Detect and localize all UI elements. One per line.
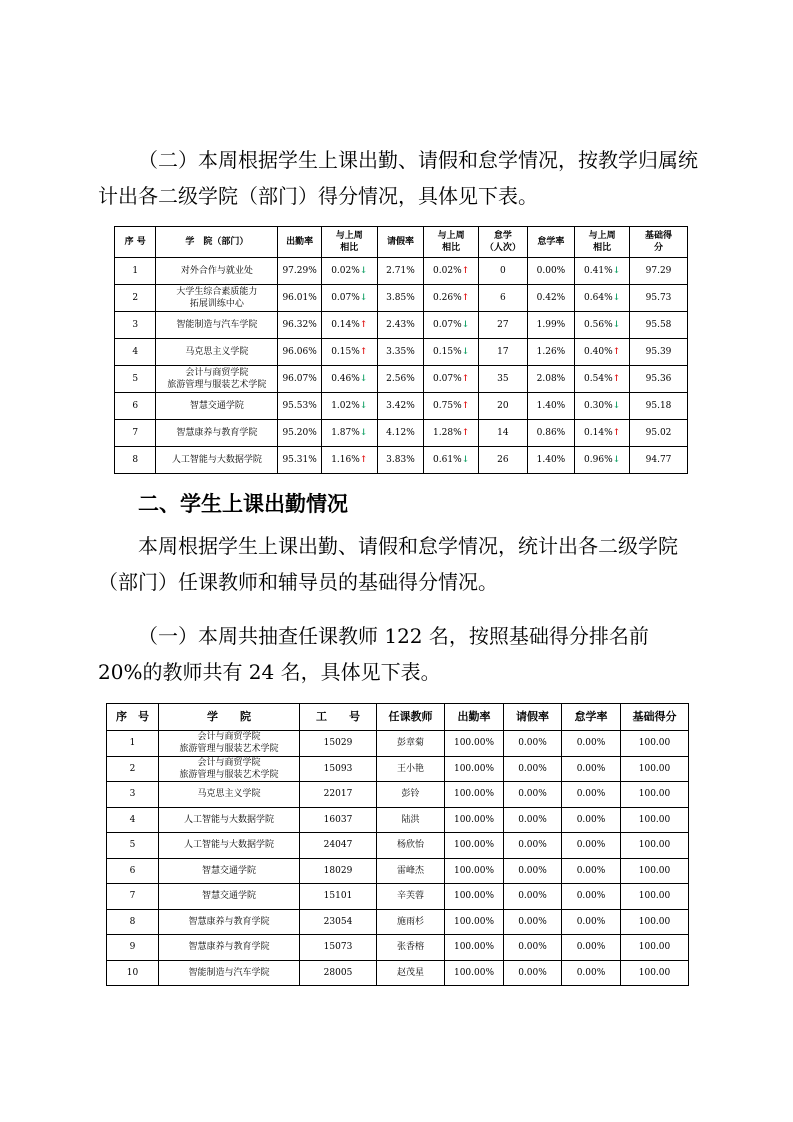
attendance-rate: 95.53% xyxy=(278,393,321,420)
college-name: 人工智能与大数据学院 xyxy=(159,807,300,833)
truant-change-value: 0.96% xyxy=(584,455,613,465)
truant-count: 6 xyxy=(479,285,528,312)
row-number: 1 xyxy=(115,258,156,285)
truant-rate: 0.00% xyxy=(562,807,621,833)
leave-rate: 0.00% xyxy=(504,807,562,833)
section2-sub-intro: （一）本周共抽查任课教师 122 名，按照基础得分排名前 20%的教师共有 24 名，具体见下表。 xyxy=(98,624,649,684)
employee-id: 18029 xyxy=(300,858,377,884)
attendance-rate: 95.20% xyxy=(278,420,321,447)
section2-heading: 二、学生上课出勤情况 xyxy=(138,492,348,516)
base-score: 100.00 xyxy=(621,782,689,808)
college-name: 会计与商贸学院 旅游管理与服装艺术学院 xyxy=(156,366,278,393)
college-name: 马克思主义学院 xyxy=(159,782,300,808)
college-name: 智慧康养与教育学院 xyxy=(159,909,300,935)
truant-change-value: 0.14% xyxy=(584,428,613,438)
attendance-change-value: 1.02% xyxy=(331,401,360,411)
leave-rate: 0.00% xyxy=(504,935,562,961)
leave-change xyxy=(424,420,479,447)
leave-change-value: 0.07% xyxy=(433,374,462,384)
attendance-change-value: 0.46% xyxy=(331,374,360,384)
arrow-up-icon: ↑ xyxy=(612,428,621,438)
arrow-up-icon: ↑ xyxy=(461,401,470,411)
base-score: 100.00 xyxy=(621,731,689,757)
base-score: 100.00 xyxy=(621,909,689,935)
arrow-up-icon: ↑ xyxy=(359,320,368,330)
leave-change xyxy=(424,312,479,339)
arrow-down-icon: ↓ xyxy=(461,455,470,465)
table-row xyxy=(115,312,688,339)
college-name: 马克思主义学院 xyxy=(156,339,278,366)
column-header: 工 号 xyxy=(300,704,377,731)
row-number: 9 xyxy=(107,935,159,961)
leave-rate: 0.00% xyxy=(504,884,562,910)
section2-intro: 本周根据学生上课出勤、请假和怠学情况，统计出各二级学院（部门）任课教师和辅导员的基础得分情况。 xyxy=(98,534,678,594)
truant-rate: 1.40% xyxy=(527,393,575,420)
leave-rate: 3.83% xyxy=(377,447,424,474)
base-score: 100.00 xyxy=(621,833,689,859)
attendance-rate: 96.07% xyxy=(278,366,321,393)
attendance-rate: 100.00% xyxy=(445,858,504,884)
attendance-rate: 96.32% xyxy=(278,312,321,339)
row-number: 2 xyxy=(107,756,159,782)
arrow-down-icon: ↓ xyxy=(359,401,368,411)
leave-rate: 2.71% xyxy=(377,258,424,285)
row-number: 8 xyxy=(115,447,156,474)
table-row xyxy=(107,782,689,808)
attendance-change-value: 0.14% xyxy=(331,320,360,330)
truant-change xyxy=(575,447,630,474)
truant-rate: 1.99% xyxy=(527,312,575,339)
arrow-down-icon: ↓ xyxy=(461,320,470,330)
table-row xyxy=(107,756,689,782)
truant-rate: 0.00% xyxy=(562,960,621,986)
table-row xyxy=(107,858,689,884)
column-header: 怠学 （人次） xyxy=(479,227,528,258)
column-header: 基础得分 xyxy=(621,704,689,731)
college-name: 智能制造与汽车学院 xyxy=(156,312,278,339)
college-score-table-header xyxy=(115,227,688,258)
arrow-up-icon: ↑ xyxy=(359,455,368,465)
base-score: 94.77 xyxy=(630,447,688,474)
truant-change-value: 0.40% xyxy=(584,347,613,357)
truant-rate: 0.00% xyxy=(527,258,575,285)
section1-intro: （二）本周根据学生上课出勤、请假和怠学情况，按教学归属统计出各二级学院（部门）得分情况，具体见下表。 xyxy=(98,148,698,208)
leave-change xyxy=(424,285,479,312)
column-header: 与上周 相比 xyxy=(321,227,377,258)
base-score: 100.00 xyxy=(621,807,689,833)
column-header: 基础得 分 xyxy=(630,227,688,258)
college-name: 智慧康养与教育学院 xyxy=(159,935,300,961)
attendance-change-value: 1.87% xyxy=(331,428,360,438)
truant-rate: 1.40% xyxy=(527,447,575,474)
row-number: 6 xyxy=(107,858,159,884)
leave-rate: 2.43% xyxy=(377,312,424,339)
truant-rate: 0.00% xyxy=(562,731,621,757)
college-name: 智慧康养与教育学院 xyxy=(156,420,278,447)
college-name: 智慧交通学院 xyxy=(159,884,300,910)
arrow-down-icon: ↓ xyxy=(359,293,368,303)
leave-rate: 3.85% xyxy=(377,285,424,312)
truant-change xyxy=(575,312,630,339)
teacher-name: 雷峰杰 xyxy=(377,858,445,884)
table-row xyxy=(115,393,688,420)
leave-rate: 0.00% xyxy=(504,756,562,782)
table-row xyxy=(115,366,688,393)
table-row xyxy=(107,833,689,859)
truant-rate: 0.00% xyxy=(562,935,621,961)
base-score: 95.73 xyxy=(630,285,688,312)
arrow-up-icon: ↑ xyxy=(461,293,470,303)
attendance-rate: 100.00% xyxy=(445,782,504,808)
college-name: 会计与商贸学院 旅游管理与服装艺术学院 xyxy=(159,756,300,782)
column-header: 学 院（部门） xyxy=(156,227,278,258)
column-header: 怠学率 xyxy=(562,704,621,731)
college-name: 大学生综合素质能力 拓展训练中心 xyxy=(156,285,278,312)
teacher-name: 赵茂星 xyxy=(377,960,445,986)
attendance-change xyxy=(321,393,377,420)
base-score: 97.29 xyxy=(630,258,688,285)
employee-id: 15093 xyxy=(300,756,377,782)
teacher-score-table xyxy=(106,703,689,986)
leave-change-value: 0.26% xyxy=(433,293,462,303)
leave-change xyxy=(424,258,479,285)
truant-change xyxy=(575,393,630,420)
truant-count: 14 xyxy=(479,420,528,447)
attendance-rate: 95.31% xyxy=(278,447,321,474)
truant-rate: 0.00% xyxy=(562,858,621,884)
employee-id: 16037 xyxy=(300,807,377,833)
leave-rate: 0.00% xyxy=(504,858,562,884)
leave-rate: 0.00% xyxy=(504,833,562,859)
row-number: 6 xyxy=(115,393,156,420)
leave-rate: 2.56% xyxy=(377,366,424,393)
teacher-name: 辛芙蓉 xyxy=(377,884,445,910)
row-number: 7 xyxy=(107,884,159,910)
arrow-up-icon: ↑ xyxy=(461,266,470,276)
attendance-change xyxy=(321,285,377,312)
attendance-change-value: 0.02% xyxy=(331,266,360,276)
teacher-name: 彭铃 xyxy=(377,782,445,808)
truant-count: 26 xyxy=(479,447,528,474)
arrow-up-icon: ↑ xyxy=(461,374,470,384)
college-name: 对外合作与就业处 xyxy=(156,258,278,285)
row-number: 4 xyxy=(115,339,156,366)
truant-rate: 1.26% xyxy=(527,339,575,366)
attendance-change xyxy=(321,339,377,366)
college-name: 智能制造与汽车学院 xyxy=(159,960,300,986)
truant-count: 17 xyxy=(479,339,528,366)
attendance-rate: 97.29% xyxy=(278,258,321,285)
leave-change xyxy=(424,447,479,474)
leave-change xyxy=(424,339,479,366)
row-number: 10 xyxy=(107,960,159,986)
teacher-name: 张香榕 xyxy=(377,935,445,961)
column-header: 请假率 xyxy=(377,227,424,258)
attendance-rate: 100.00% xyxy=(445,884,504,910)
truant-change-value: 0.54% xyxy=(584,374,613,384)
truant-rate: 0.42% xyxy=(527,285,575,312)
leave-rate: 0.00% xyxy=(504,909,562,935)
college-name: 人工智能与大数据学院 xyxy=(156,447,278,474)
truant-change xyxy=(575,420,630,447)
attendance-change xyxy=(321,366,377,393)
truant-change xyxy=(575,285,630,312)
table-row xyxy=(107,807,689,833)
leave-rate: 0.00% xyxy=(504,731,562,757)
truant-count: 20 xyxy=(479,393,528,420)
employee-id: 23054 xyxy=(300,909,377,935)
column-header: 学 院 xyxy=(159,704,300,731)
arrow-down-icon: ↓ xyxy=(612,266,621,276)
teacher-score-table-header xyxy=(107,704,689,731)
truant-change-value: 0.30% xyxy=(584,401,613,411)
column-header: 与上周 相比 xyxy=(424,227,479,258)
attendance-change xyxy=(321,447,377,474)
truant-change-value: 0.41% xyxy=(584,266,613,276)
teacher-name: 陆洪 xyxy=(377,807,445,833)
truant-rate: 0.00% xyxy=(562,833,621,859)
base-score: 95.39 xyxy=(630,339,688,366)
attendance-change-value: 0.07% xyxy=(331,293,360,303)
arrow-up-icon: ↑ xyxy=(612,374,621,384)
truant-rate: 0.00% xyxy=(562,756,621,782)
column-header: 请假率 xyxy=(504,704,562,731)
row-number: 5 xyxy=(115,366,156,393)
base-score: 100.00 xyxy=(621,858,689,884)
truant-rate: 0.00% xyxy=(562,884,621,910)
leave-rate: 3.35% xyxy=(377,339,424,366)
attendance-rate: 100.00% xyxy=(445,909,504,935)
leave-change-value: 0.75% xyxy=(433,401,462,411)
attendance-rate: 100.00% xyxy=(445,935,504,961)
row-number: 8 xyxy=(107,909,159,935)
arrow-down-icon: ↓ xyxy=(612,401,621,411)
table-row xyxy=(107,909,689,935)
leave-rate: 4.12% xyxy=(377,420,424,447)
attendance-change-value: 0.15% xyxy=(331,347,360,357)
truant-rate: 2.08% xyxy=(527,366,575,393)
teacher-name: 杨欣怡 xyxy=(377,833,445,859)
leave-change-value: 1.28% xyxy=(433,428,462,438)
attendance-rate: 100.00% xyxy=(445,807,504,833)
table-row xyxy=(115,420,688,447)
base-score: 95.58 xyxy=(630,312,688,339)
row-number: 3 xyxy=(107,782,159,808)
leave-change xyxy=(424,393,479,420)
teacher-name: 王小艳 xyxy=(377,756,445,782)
arrow-down-icon: ↓ xyxy=(461,347,470,357)
column-header: 出勤率 xyxy=(445,704,504,731)
column-header: 与上周 相比 xyxy=(575,227,630,258)
attendance-rate: 100.00% xyxy=(445,833,504,859)
arrow-down-icon: ↓ xyxy=(359,374,368,384)
table-row xyxy=(107,731,689,757)
attendance-change xyxy=(321,258,377,285)
employee-id: 24047 xyxy=(300,833,377,859)
employee-id: 28005 xyxy=(300,960,377,986)
base-score: 95.18 xyxy=(630,393,688,420)
attendance-rate: 100.00% xyxy=(445,731,504,757)
row-number: 7 xyxy=(115,420,156,447)
truant-change xyxy=(575,258,630,285)
base-score: 100.00 xyxy=(621,960,689,986)
leave-change-value: 0.61% xyxy=(433,455,462,465)
leave-change-value: 0.02% xyxy=(433,266,462,276)
leave-rate: 3.42% xyxy=(377,393,424,420)
truant-count: 35 xyxy=(479,366,528,393)
truant-change-value: 0.64% xyxy=(584,293,613,303)
table-row xyxy=(115,447,688,474)
truant-count: 0 xyxy=(479,258,528,285)
college-score-table xyxy=(114,226,688,474)
truant-rate: 0.00% xyxy=(562,782,621,808)
base-score: 100.00 xyxy=(621,756,689,782)
arrow-up-icon: ↑ xyxy=(612,347,621,357)
row-number: 3 xyxy=(115,312,156,339)
arrow-down-icon: ↓ xyxy=(612,293,621,303)
truant-count: 27 xyxy=(479,312,528,339)
table-row xyxy=(107,884,689,910)
table-row xyxy=(107,935,689,961)
truant-rate: 0.86% xyxy=(527,420,575,447)
arrow-down-icon: ↓ xyxy=(612,455,621,465)
leave-rate: 0.00% xyxy=(504,960,562,986)
base-score: 100.00 xyxy=(621,935,689,961)
arrow-down-icon: ↓ xyxy=(612,320,621,330)
truant-rate: 0.00% xyxy=(562,909,621,935)
attendance-rate: 100.00% xyxy=(445,960,504,986)
table-row xyxy=(115,285,688,312)
leave-rate: 0.00% xyxy=(504,782,562,808)
arrow-up-icon: ↑ xyxy=(461,428,470,438)
arrow-down-icon: ↓ xyxy=(359,266,368,276)
arrow-down-icon: ↓ xyxy=(359,428,368,438)
college-name: 会计与商贸学院 旅游管理与服装艺术学院 xyxy=(159,731,300,757)
college-name: 智慧交通学院 xyxy=(156,393,278,420)
leave-change-value: 0.15% xyxy=(433,347,462,357)
teacher-name: 彭章菊 xyxy=(377,731,445,757)
arrow-up-icon: ↑ xyxy=(359,347,368,357)
row-number: 5 xyxy=(107,833,159,859)
employee-id: 22017 xyxy=(300,782,377,808)
table-row xyxy=(107,960,689,986)
column-header: 出勤率 xyxy=(278,227,321,258)
attendance-rate: 96.01% xyxy=(278,285,321,312)
truant-change xyxy=(575,339,630,366)
column-header: 任课教师 xyxy=(377,704,445,731)
employee-id: 15073 xyxy=(300,935,377,961)
base-score: 95.02 xyxy=(630,420,688,447)
employee-id: 15101 xyxy=(300,884,377,910)
attendance-change-value: 1.16% xyxy=(331,455,360,465)
row-number: 2 xyxy=(115,285,156,312)
column-header: 序 号 xyxy=(115,227,156,258)
employee-id: 15029 xyxy=(300,731,377,757)
table-row xyxy=(115,339,688,366)
table-row xyxy=(115,258,688,285)
teacher-name: 施雨杉 xyxy=(377,909,445,935)
college-name: 人工智能与大数据学院 xyxy=(159,833,300,859)
row-number: 1 xyxy=(107,731,159,757)
attendance-rate: 100.00% xyxy=(445,756,504,782)
leave-change-value: 0.07% xyxy=(433,320,462,330)
column-header: 怠学率 xyxy=(527,227,575,258)
leave-change xyxy=(424,366,479,393)
row-number: 4 xyxy=(107,807,159,833)
truant-change-value: 0.56% xyxy=(584,320,613,330)
attendance-rate: 96.06% xyxy=(278,339,321,366)
base-score: 95.36 xyxy=(630,366,688,393)
attendance-change xyxy=(321,312,377,339)
truant-change xyxy=(575,366,630,393)
column-header: 序 号 xyxy=(107,704,159,731)
college-name: 智慧交通学院 xyxy=(159,858,300,884)
base-score: 100.00 xyxy=(621,884,689,910)
attendance-change xyxy=(321,420,377,447)
